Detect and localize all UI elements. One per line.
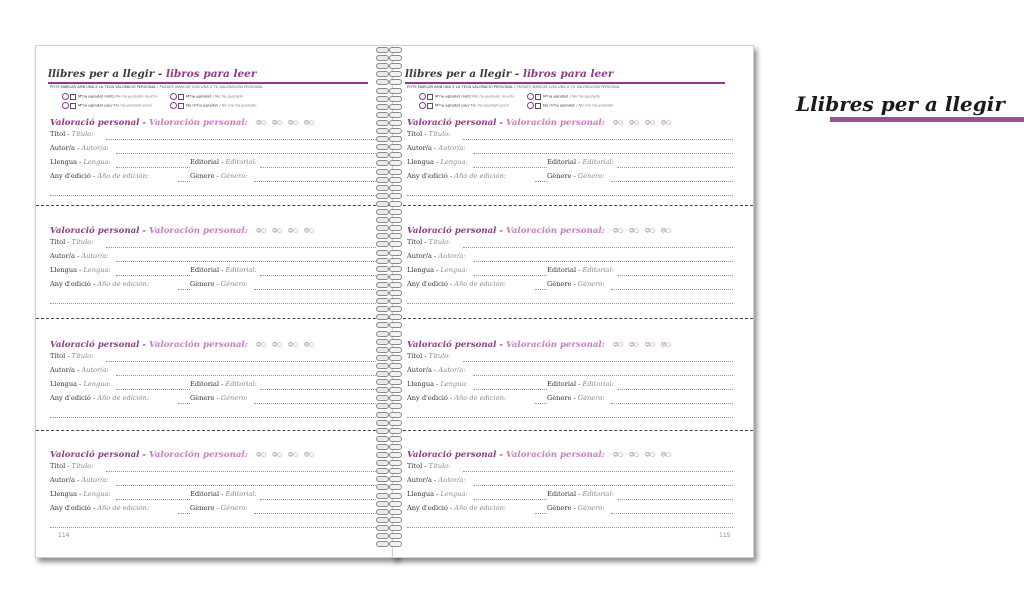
autor-field[interactable]: Autor/a - Autor/a: (50, 366, 376, 378)
genere-field[interactable]: Gènere - Género: (547, 504, 733, 516)
legend-option: M'ha agradat molt/ Me ha gustado mucho (419, 93, 515, 100)
spiral-ring (376, 79, 402, 85)
spiral-ring (376, 484, 402, 490)
autor-input-line[interactable] (116, 485, 376, 486)
spiral-ring (376, 290, 402, 296)
spiral-ring (376, 217, 402, 223)
llengua-field[interactable]: Llengua - Lengua: (407, 380, 547, 392)
notes-input-line[interactable] (407, 417, 733, 418)
spiral-ring (376, 428, 402, 434)
rating-choice[interactable]: ☺▢ (271, 228, 282, 234)
book-entry (50, 118, 380, 198)
genere-input-line[interactable] (611, 289, 733, 290)
spiral-ring (376, 112, 402, 118)
instructions-ca: POTS MARCAR AMB UNA X LA TEUA VALORACIÓ PERSONAL / (407, 85, 516, 89)
legend-option: No m'ha agradat / No me ha gustado (170, 102, 257, 109)
rating-choice[interactable]: ☹▢ (660, 342, 671, 348)
titol-input-line[interactable] (106, 471, 376, 472)
smile-face-icon (62, 93, 69, 100)
spiral-ring (376, 128, 402, 134)
cut-line-separator (393, 205, 753, 206)
rating-options[interactable] (256, 452, 320, 458)
sad-face-icon (170, 102, 177, 109)
rating-options[interactable] (256, 120, 320, 126)
spiral-ring (376, 96, 402, 102)
editorial-input-line[interactable] (617, 167, 733, 168)
instructions (407, 85, 620, 89)
genere-input-line[interactable] (254, 181, 376, 182)
titol-field[interactable]: Títol - Título: (50, 462, 376, 474)
editorial-input-line[interactable] (617, 499, 733, 500)
llengua-input-line[interactable] (473, 389, 547, 390)
genere-input-line[interactable] (254, 289, 376, 290)
spiral-ring (376, 331, 402, 337)
genere-input-line[interactable] (611, 403, 733, 404)
autor-input-line[interactable] (473, 153, 733, 154)
titol-input-line[interactable] (106, 361, 376, 362)
llengua-input-line[interactable] (473, 275, 547, 276)
llengua-field[interactable]: Llengua - Lengua: (407, 158, 547, 170)
llengua-input-line[interactable] (116, 167, 190, 168)
rating-choice[interactable]: ☺▢ (256, 342, 266, 348)
rating-choice[interactable]: ☺▢ (287, 120, 298, 126)
spiral-ring (376, 420, 402, 426)
rating-choice[interactable]: ☺▢ (628, 452, 639, 458)
rating-choice[interactable]: ☺▢ (271, 342, 282, 348)
rating-choice[interactable]: ☺▢ (644, 452, 655, 458)
spiral-ring (376, 88, 402, 94)
spiral-ring (376, 185, 402, 191)
editorial-field[interactable]: Editorial - Editorial: (547, 266, 733, 278)
titol-input-line[interactable] (106, 139, 376, 140)
notes-line[interactable] (407, 186, 733, 198)
notes-line[interactable] (50, 518, 376, 530)
any-input-line[interactable] (178, 181, 190, 182)
any-input-line[interactable] (535, 513, 547, 514)
autor-input-line[interactable] (473, 485, 733, 486)
genere-field[interactable]: Gènere - Género: (547, 280, 733, 292)
spiral-ring (376, 541, 402, 547)
spiral-ring (376, 468, 402, 474)
page-header-title (48, 68, 368, 80)
any-input-line[interactable] (178, 403, 190, 404)
header-title-ca: llibres per a llegir (405, 68, 512, 80)
spiral-ring (376, 387, 402, 393)
spiral-ring (376, 306, 402, 312)
page-header-title (405, 68, 725, 80)
right-page (392, 45, 754, 558)
spiral-binding (376, 47, 406, 557)
rating-choice[interactable]: ☹▢ (660, 228, 671, 234)
checkbox-icon (427, 103, 433, 109)
spiral-ring (376, 258, 402, 264)
autor-input-line[interactable] (116, 261, 376, 262)
spiral-ring (376, 104, 402, 110)
genere-input-line[interactable] (611, 513, 733, 514)
rating-options[interactable] (256, 342, 320, 348)
any-input-line[interactable] (178, 289, 190, 290)
smile-face-icon (170, 93, 177, 100)
autor-field[interactable]: Autor/a - Autor/a: (407, 366, 733, 378)
rating-options[interactable] (256, 228, 320, 234)
book-entry (407, 118, 737, 198)
smile-face-icon (419, 93, 426, 100)
valoracio-heading: Valoració personal - Valoración personal: (50, 340, 248, 350)
rating-options[interactable] (613, 452, 677, 458)
spiral-ring (376, 501, 402, 507)
titol-input-line[interactable] (463, 247, 733, 248)
autor-input-line[interactable] (473, 261, 733, 262)
titol-field[interactable]: Títol - Título: (407, 130, 733, 142)
legend-option: M'ha agradat / Me ha gustado (170, 93, 243, 100)
spiral-ring (376, 452, 402, 458)
side-title: Llibres per a llegir (796, 92, 1005, 116)
spiral-ring (376, 509, 402, 515)
spiral-ring (376, 250, 402, 256)
spiral-ring (376, 363, 402, 369)
editorial-input-line[interactable] (260, 499, 376, 500)
spiral-ring (376, 209, 402, 215)
any-field[interactable]: Any d'edició - Año de edición: (407, 172, 547, 184)
spiral-ring (376, 169, 402, 175)
rating-choice[interactable]: ☺▢ (271, 452, 282, 458)
autor-field[interactable]: Autor/a - Autor/a: (50, 144, 376, 156)
spiral-ring (376, 403, 402, 409)
autor-field[interactable]: Autor/a - Autor/a: (407, 144, 733, 156)
book-entry (407, 340, 737, 420)
legend-option: No m'ha agradat / No me ha gustado (527, 102, 614, 109)
editorial-field[interactable]: Editorial - Editorial: (190, 266, 376, 278)
any-field[interactable]: Any d'edició - Año de edición: (407, 504, 547, 516)
checkbox-icon (427, 94, 433, 100)
spiral-ring (376, 395, 402, 401)
notes-input-line[interactable] (50, 195, 376, 196)
cut-line-separator (393, 430, 753, 431)
llengua-field[interactable]: Llengua - Lengua: (407, 490, 547, 502)
genere-field[interactable]: Gènere - Género: (547, 172, 733, 184)
spiral-ring (376, 63, 402, 69)
rating-choice[interactable]: ☺▢ (628, 228, 639, 234)
editorial-field[interactable]: Editorial - Editorial: (547, 490, 733, 502)
llengua-input-line[interactable] (473, 167, 547, 168)
neutral-face-icon (419, 102, 426, 109)
any-field[interactable]: Any d'edició - Año de edición: (50, 280, 190, 292)
llengua-input-line[interactable] (116, 499, 190, 500)
spiral-ring (376, 298, 402, 304)
titol-field[interactable]: Títol - Título: (407, 238, 733, 250)
rating-choice[interactable]: ☺▢ (256, 228, 266, 234)
header-sep: - (154, 68, 166, 80)
spiral-ring (376, 55, 402, 61)
rating-choice[interactable]: ☺▢ (287, 342, 298, 348)
any-field[interactable]: Any d'edició - Año de edición: (50, 394, 190, 406)
rating-choice[interactable]: ☺▢ (271, 120, 282, 126)
editorial-input-line[interactable] (260, 167, 376, 168)
rating-choice[interactable]: ☺▢ (613, 342, 623, 348)
rating-choice[interactable]: ☺▢ (644, 120, 655, 126)
spiral-ring (376, 314, 402, 320)
instructions-es: PUEDES MARCAR CON UNA X TU VALORACIÓN PERSONAL (159, 85, 264, 89)
spiral-ring (376, 120, 402, 126)
header-rule (405, 82, 725, 84)
book-entry (50, 340, 380, 420)
spiral-ring (376, 371, 402, 377)
llengua-field[interactable]: Llengua - Lengua: (50, 490, 190, 502)
sad-face-icon (527, 102, 534, 109)
header-title-ca: llibres per a llegir (48, 68, 155, 80)
notes-input-line[interactable] (407, 303, 733, 304)
notes-line[interactable] (407, 518, 733, 530)
valoracio-heading: Valoració personal - Valoración personal: (407, 340, 605, 350)
header-title-es: libros para leer (522, 68, 614, 80)
spiral-ring (376, 347, 402, 353)
editorial-field[interactable]: Editorial - Editorial: (547, 158, 733, 170)
any-input-line[interactable] (178, 513, 190, 514)
book-entry (50, 226, 380, 306)
any-field[interactable]: Any d'edició - Año de edición: (407, 394, 547, 406)
spiral-ring (376, 233, 402, 239)
notes-input-line[interactable] (50, 527, 376, 528)
spiral-ring (376, 322, 402, 328)
cut-line-separator (393, 318, 753, 319)
rating-choice[interactable]: ☺▢ (628, 342, 639, 348)
neutral-face-icon (62, 102, 69, 109)
rating-choice[interactable]: ☺▢ (287, 228, 298, 234)
llengua-field[interactable]: Llengua - Lengua: (407, 266, 547, 278)
any-field[interactable]: Any d'edició - Año de edición: (50, 504, 190, 516)
genere-input-line[interactable] (611, 181, 733, 182)
rating-choice[interactable]: ☺▢ (256, 452, 266, 458)
any-field[interactable]: Any d'edició - Año de edición: (50, 172, 190, 184)
editorial-input-line[interactable] (617, 389, 733, 390)
titol-input-line[interactable] (463, 471, 733, 472)
spiral-ring (376, 266, 402, 272)
notes-line[interactable] (50, 186, 376, 198)
editorial-field[interactable]: Editorial - Editorial: (190, 158, 376, 170)
llengua-input-line[interactable] (473, 499, 547, 500)
editorial-input-line[interactable] (617, 275, 733, 276)
header-rule (48, 82, 368, 84)
rating-choice[interactable]: ☺▢ (628, 120, 639, 126)
any-input-line[interactable] (535, 181, 547, 182)
notes-line[interactable] (50, 408, 376, 420)
autor-input-line[interactable] (473, 375, 733, 376)
autor-field[interactable]: Autor/a - Autor/a: (50, 476, 376, 488)
genere-input-line[interactable] (254, 403, 376, 404)
spiral-ring (376, 201, 402, 207)
any-field[interactable]: Any d'edició - Año de edición: (407, 280, 547, 292)
legend-option: M'ha agradat poc/ Me ha gustado poco (62, 102, 152, 109)
rating-choice[interactable]: ☺▢ (613, 228, 623, 234)
spiral-ring (376, 47, 402, 53)
editorial-field[interactable]: Editorial - Editorial: (190, 380, 376, 392)
checkbox-icon (178, 103, 184, 109)
spiral-ring (376, 152, 402, 158)
instructions (50, 85, 263, 89)
book-entry (50, 450, 380, 530)
valoracio-heading: Valoració personal - Valoración personal: (407, 450, 605, 460)
spiral-ring (376, 533, 402, 539)
spiral-ring (376, 274, 402, 280)
spiral-ring (376, 379, 402, 385)
any-input-line[interactable] (535, 403, 547, 404)
instructions-es: PUEDES MARCAR CON UNA X TU VALORACIÓN PERSONAL (516, 85, 621, 89)
rating-choice[interactable]: ☹▢ (303, 342, 314, 348)
spiral-ring (376, 71, 402, 77)
legend-option: M'ha agradat / Me ha gustado (527, 93, 600, 100)
rating-choice[interactable]: ☺▢ (613, 120, 623, 126)
rating-choice[interactable]: ☺▢ (644, 228, 655, 234)
checkbox-icon (178, 94, 184, 100)
genere-field[interactable]: Gènere - Género: (190, 504, 376, 516)
valoracio-heading: Valoració personal - Valoración personal: (50, 118, 248, 128)
rating-choice[interactable]: ☹▢ (303, 452, 314, 458)
cut-line-separator (36, 318, 396, 319)
spiral-ring (376, 160, 402, 166)
editorial-field[interactable]: Editorial - Editorial: (547, 380, 733, 392)
legend-option: M'ha agradat molt/ Me ha gustado mucho (62, 93, 158, 100)
spiral-ring (376, 241, 402, 247)
notes-input-line[interactable] (407, 527, 733, 528)
valoracio-heading: Valoració personal - Valoración personal: (50, 450, 248, 460)
genere-field[interactable]: Gènere - Género: (190, 172, 376, 184)
autor-field[interactable]: Autor/a - Autor/a: (50, 252, 376, 264)
editorial-input-line[interactable] (260, 389, 376, 390)
rating-choice[interactable]: ☺▢ (644, 342, 655, 348)
spiral-ring (376, 493, 402, 499)
any-input-line[interactable] (535, 289, 547, 290)
spiral-ring (376, 136, 402, 142)
titol-field[interactable]: Títol - Título: (50, 352, 376, 364)
notes-input-line[interactable] (50, 417, 376, 418)
rating-options[interactable] (613, 228, 677, 234)
llengua-field[interactable]: Llengua - Lengua: (50, 380, 190, 392)
rating-choice[interactable]: ☹▢ (303, 120, 314, 126)
notes-line[interactable] (407, 408, 733, 420)
checkbox-icon (70, 94, 76, 100)
notes-line[interactable] (50, 294, 376, 306)
page-number: 114 (58, 532, 70, 539)
smile-face-icon (527, 93, 534, 100)
titol-input-line[interactable] (463, 139, 733, 140)
editorial-field[interactable]: Editorial - Editorial: (190, 490, 376, 502)
titol-input-line[interactable] (106, 247, 376, 248)
checkbox-icon (70, 103, 76, 109)
titol-field[interactable]: Títol - Título: (50, 130, 376, 142)
rating-choice[interactable]: ☺▢ (287, 452, 298, 458)
llengua-field[interactable]: Llengua - Lengua: (50, 158, 190, 170)
spiral-ring (376, 339, 402, 345)
titol-input-line[interactable] (463, 361, 733, 362)
spiral-ring (376, 282, 402, 288)
rating-options[interactable] (613, 120, 677, 126)
rating-choice[interactable]: ☺▢ (613, 452, 623, 458)
book-entry (407, 226, 737, 306)
spiral-ring (376, 476, 402, 482)
titol-field[interactable]: Títol - Título: (50, 238, 376, 250)
spiral-ring (376, 144, 402, 150)
header-title-es: libros para leer (165, 68, 257, 80)
spiral-ring (376, 525, 402, 531)
genere-field[interactable]: Gènere - Género: (190, 280, 376, 292)
cut-line-separator (36, 205, 396, 206)
spiral-ring (376, 412, 402, 418)
notes-input-line[interactable] (50, 303, 376, 304)
autor-input-line[interactable] (116, 375, 376, 376)
llengua-field[interactable]: Llengua - Lengua: (50, 266, 190, 278)
page-number: 115 (719, 532, 731, 539)
spiral-ring (376, 355, 402, 361)
spiral-ring (376, 517, 402, 523)
genere-field[interactable]: Gènere - Género: (547, 394, 733, 406)
valoracio-heading: Valoració personal - Valoración personal: (50, 226, 248, 236)
autor-field[interactable]: Autor/a - Autor/a: (407, 476, 733, 488)
editorial-input-line[interactable] (260, 275, 376, 276)
titol-field[interactable]: Títol - Título: (407, 462, 733, 474)
notes-line[interactable] (407, 294, 733, 306)
autor-input-line[interactable] (116, 153, 376, 154)
cut-line-separator (36, 430, 396, 431)
spiral-ring (376, 193, 402, 199)
rating-choice[interactable]: ☹▢ (660, 120, 671, 126)
genere-input-line[interactable] (254, 513, 376, 514)
rating-choice[interactable]: ☺▢ (256, 120, 266, 126)
spiral-ring (376, 460, 402, 466)
checkbox-icon (535, 94, 541, 100)
rating-choice[interactable]: ☹▢ (303, 228, 314, 234)
left-page (35, 45, 397, 558)
valoracio-heading: Valoració personal - Valoración personal: (407, 118, 605, 128)
spiral-ring (376, 444, 402, 450)
checkbox-icon (535, 103, 541, 109)
legend-option: M'ha agradat poc/ Me ha gustado poco (419, 102, 509, 109)
header-sep: - (511, 68, 523, 80)
autor-field[interactable]: Autor/a - Autor/a: (407, 252, 733, 264)
spiral-ring (376, 225, 402, 231)
rating-choice[interactable]: ☹▢ (660, 452, 671, 458)
genere-field[interactable]: Gènere - Género: (190, 394, 376, 406)
valoracio-heading: Valoració personal - Valoración personal: (407, 226, 605, 236)
titol-field[interactable]: Títol - Título: (407, 352, 733, 364)
book-entry (407, 450, 737, 530)
side-title-underline (830, 117, 1024, 122)
llengua-input-line[interactable] (116, 389, 190, 390)
rating-options[interactable] (613, 342, 677, 348)
instructions-ca: POTS MARCAR AMB UNA X LA TEUA VALORACIÓ PERSONAL / (50, 85, 159, 89)
notes-input-line[interactable] (407, 195, 733, 196)
spiral-ring (376, 177, 402, 183)
llengua-input-line[interactable] (116, 275, 190, 276)
spiral-ring (376, 436, 402, 442)
